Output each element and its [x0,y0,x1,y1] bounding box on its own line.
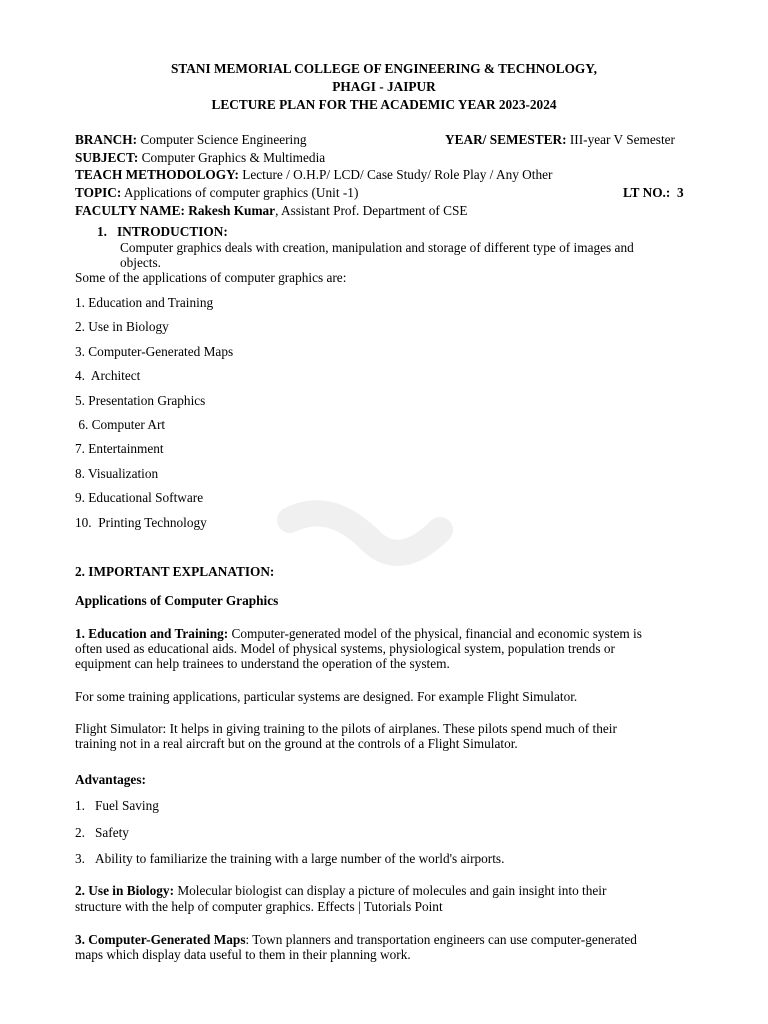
advantage-text: Safety [94,825,129,840]
branch-label: BRANCH: [75,132,138,147]
advantage-number: 2. [75,825,85,840]
college-name: STANI MEMORIAL COLLEGE OF ENGINEERING & TECHNOLOGY, [171,61,597,76]
methodology-value: Lecture / O.H.P/ LCD/ Case Study/ Role Play / Any Other [238,167,553,182]
year-semester-line [445,132,675,147]
advantage-text: Ability to familiarize the training with a large number of the world's airports. [94,851,505,866]
advantage-item [75,851,504,866]
methodology-label: TEACH METHODOLOGY: [75,167,239,182]
lecture-plan-title: LECTURE PLAN FOR THE ACADEMIC YEAR 2023-2024 [211,97,557,112]
explanation-heading: 2. IMPORTANT EXPLANATION: [75,564,275,579]
list-item: 10. Printing Technology [75,515,207,530]
list-item: 6. Computer Art [75,417,166,432]
watermark-graphic [250,500,480,620]
education-text: Computer-generated model of the physical, financial and economic system is [228,626,642,641]
intro-text-line1: Computer graphics deals with creation, manipulation and storage of different type of images and [120,240,634,255]
list-item: 4. Architect [75,368,141,383]
education-para-line3: equipment can help trainees to understand the operation of the system. [75,656,450,671]
list-item: 8. Visualization [75,466,159,481]
list-item: 3. Computer-Generated Maps [75,344,234,359]
list-item: 5. Presentation Graphics [75,393,206,408]
faculty-designation: , Assistant Prof. Department of CSE [275,203,468,218]
faculty-name: Rakesh Kumar [184,203,276,218]
list-item: 1. Education and Training [75,295,214,310]
intro-lead: Some of the applications of computer graphics are: [75,270,347,285]
branch-value: Computer Science Engineering [137,132,307,147]
subject-line [75,150,325,165]
year-label: YEAR/ SEMESTER: [445,132,567,147]
maps-label: 3. Computer-Generated Maps [75,932,246,947]
subject-value: Computer Graphics & Multimedia [138,150,326,165]
advantage-number: 1. [75,798,85,813]
training-para: For some training applications, particular systems are designed. For example Flight Simulator. [75,689,578,704]
list-item: 7. Entertainment [75,441,164,456]
maps-text: : Town planners and transportation engineers can use computer-generated [245,932,637,947]
year-value: III-year V Semester [566,132,675,147]
flight-simulator-line2: training not in a real aircraft but on the ground at the controls of a Flight Simulator. [75,736,518,751]
education-label: 1. Education and Training: [75,626,229,641]
flight-simulator-line1: Flight Simulator: It helps in giving training to the pilots of airplanes. These pilots spend much of their [75,721,617,736]
biology-para-line1 [75,883,606,898]
biology-para-line2: structure with the help of computer graphics. Effects | Tutorials Point [75,899,443,914]
intro-heading [97,224,228,239]
education-para-line1 [75,626,693,641]
education-para-line2: often used as educational aids. Model of physical systems, physiological system, population trends or [75,641,615,656]
advantages-heading: Advantages: [75,772,146,787]
topic-value: Applications of computer graphics (Unit -1) [121,185,359,200]
biology-label: 2. Use in Biology: [75,883,174,898]
intro-heading-number: 1. [97,224,107,239]
advantage-item [75,798,159,813]
advantage-item [75,825,129,840]
topic-line [75,185,358,200]
advantage-text: Fuel Saving [94,798,159,813]
faculty-label: FACULTY NAME: [75,203,185,218]
applications-subheading: Applications of Computer Graphics [75,593,279,608]
methodology-line [75,167,552,182]
lt-label: LT NO.: [623,185,671,200]
intro-text-line2: objects. [120,255,161,270]
advantage-number: 3. [75,851,85,866]
branch-line [75,132,307,147]
maps-para-line1 [75,932,637,947]
topic-label: TOPIC: [75,185,122,200]
college-location: PHAGI - JAIPUR [332,79,436,94]
lt-value: 3 [676,185,684,200]
list-item: 9. Educational Software [75,490,204,505]
biology-text: Molecular biologist can display a picture of molecules and gain insight into their [174,883,607,898]
intro-heading-text: INTRODUCTION: [116,224,228,239]
lt-number [623,185,684,200]
list-item: 2. Use in Biology [75,319,169,334]
faculty-line [75,203,468,218]
subject-label: SUBJECT: [75,150,139,165]
maps-para-line2: maps which display data useful to them in their planning work. [75,947,411,962]
